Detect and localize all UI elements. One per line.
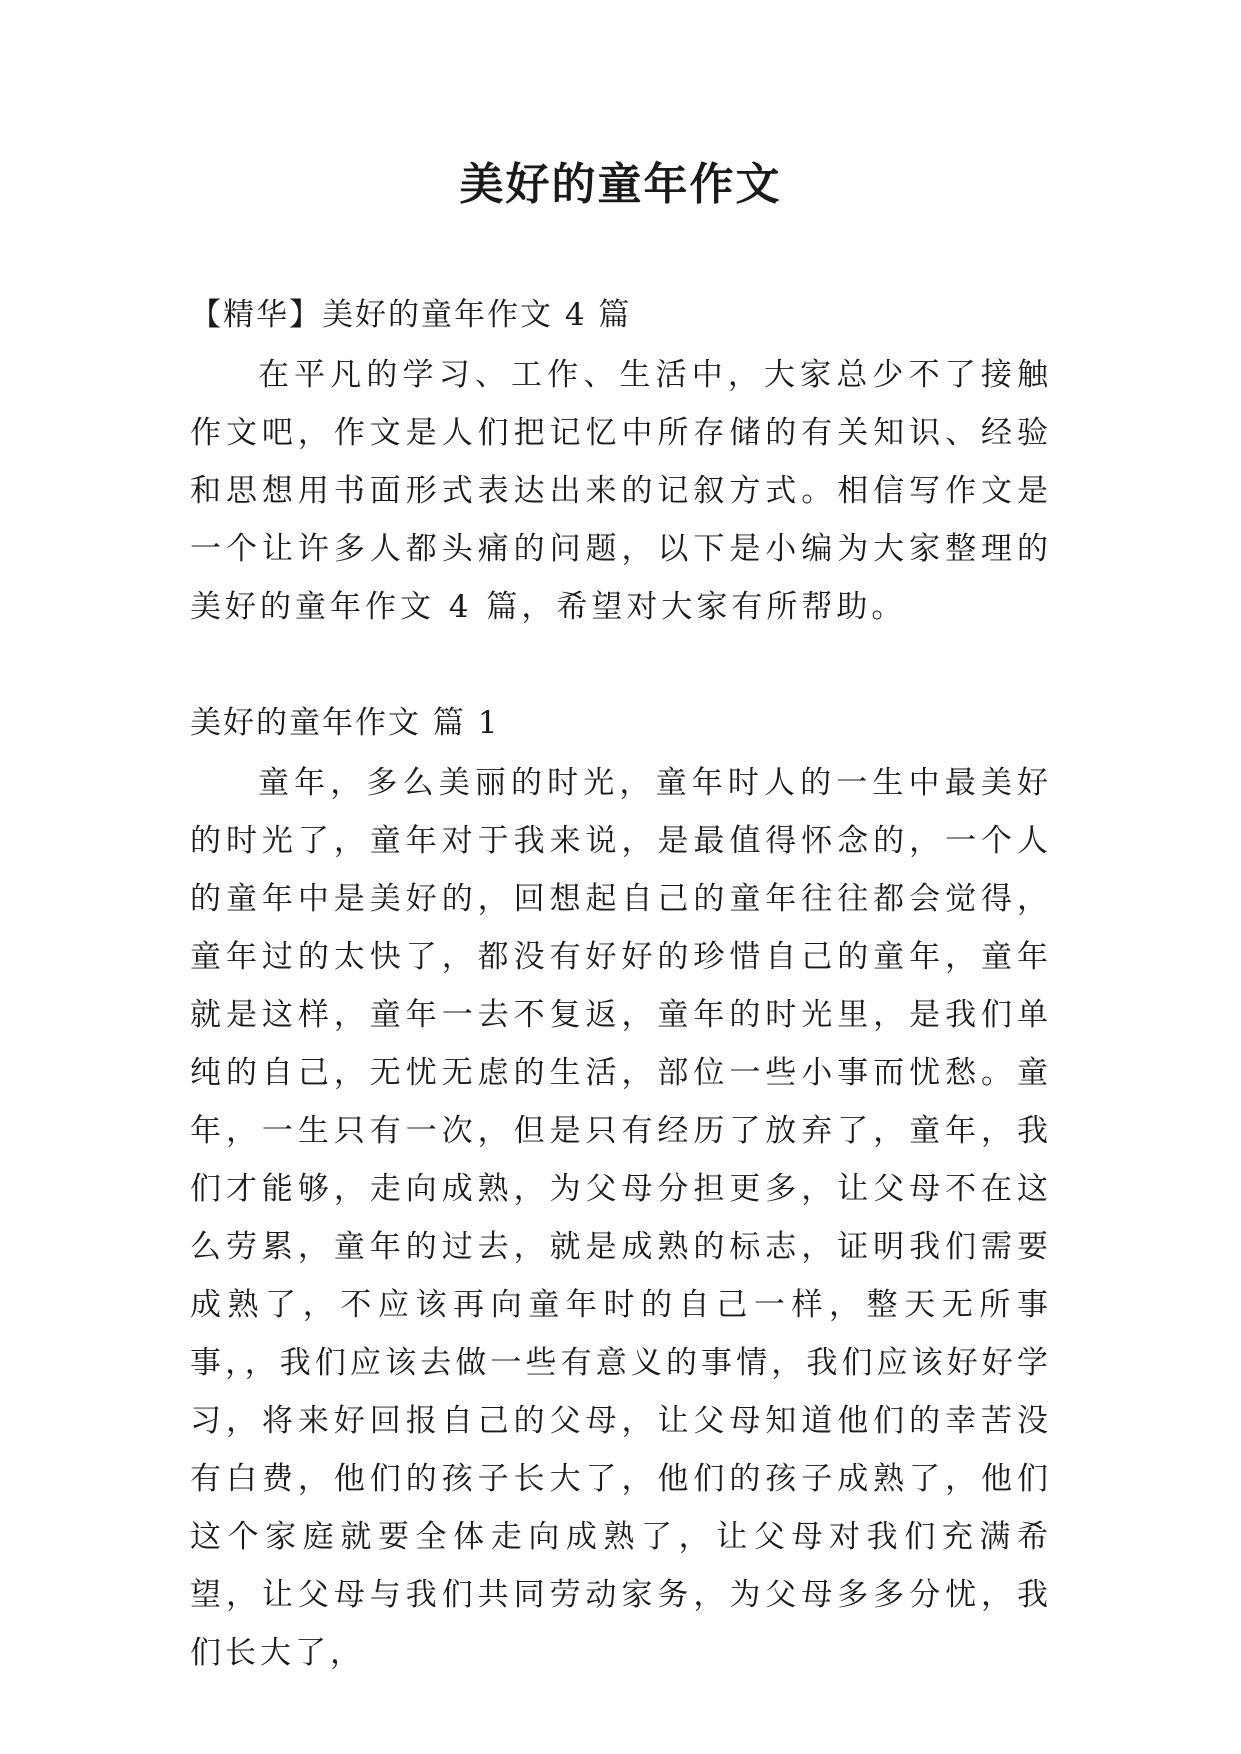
- intro-paragraph: 在平凡的学习、工作、生活中，大家总少不了接触作文吧，作文是人们把记忆中所存储的有关知识、经验和思想用书面形式表达出来的记叙方式。相信写作文是一个让许多人都头痛的问题，以下是小编为大家整理的美好的童年作文 4 篇，希望对大家有所帮助。: [190, 357, 1052, 625]
- document-subtitle: 【精华】美好的童年作文 4 篇: [190, 297, 632, 333]
- document-title: 美好的童年作文: [459, 159, 782, 210]
- section-paragraph: 童年，多么美丽的时光，童年时人的一生中最美好的时光了，童年对于我来说，是最值得怀念的，一个人的童年中是美好的，回想起自己的童年往往都会觉得，童年过的太快了，都没有好好的珍惜自己的童年，童年就是这样，童年一去不复返，童年的时光里，是我们单纯的自己，无忧无虑的生活，部位一些小事而忧愁。童年，一生只有一次，但是只有经历了放弃了，童年，我们才能够，走向成熟，为父母分担更多，让父母不在这么劳累，童年的过去，就是成熟的标志，证明我们需要成熟了，不应该再向童年时的自己一样，整天无所事事，，我们应该去做一些有意义的事情，我们应该好好学习，将来好回报自己的父母，让父母知道他们的幸苦没有白费，他们的孩子长大了，他们的孩子成熟了，他们这个家庭就要全体走向成熟了，让父母对我们充满希望，让父母与我们共同劳动家务，为父母多多分忧，我们长大了，: [190, 765, 1052, 1671]
- section-heading: 美好的童年作文 篇 1: [190, 705, 500, 741]
